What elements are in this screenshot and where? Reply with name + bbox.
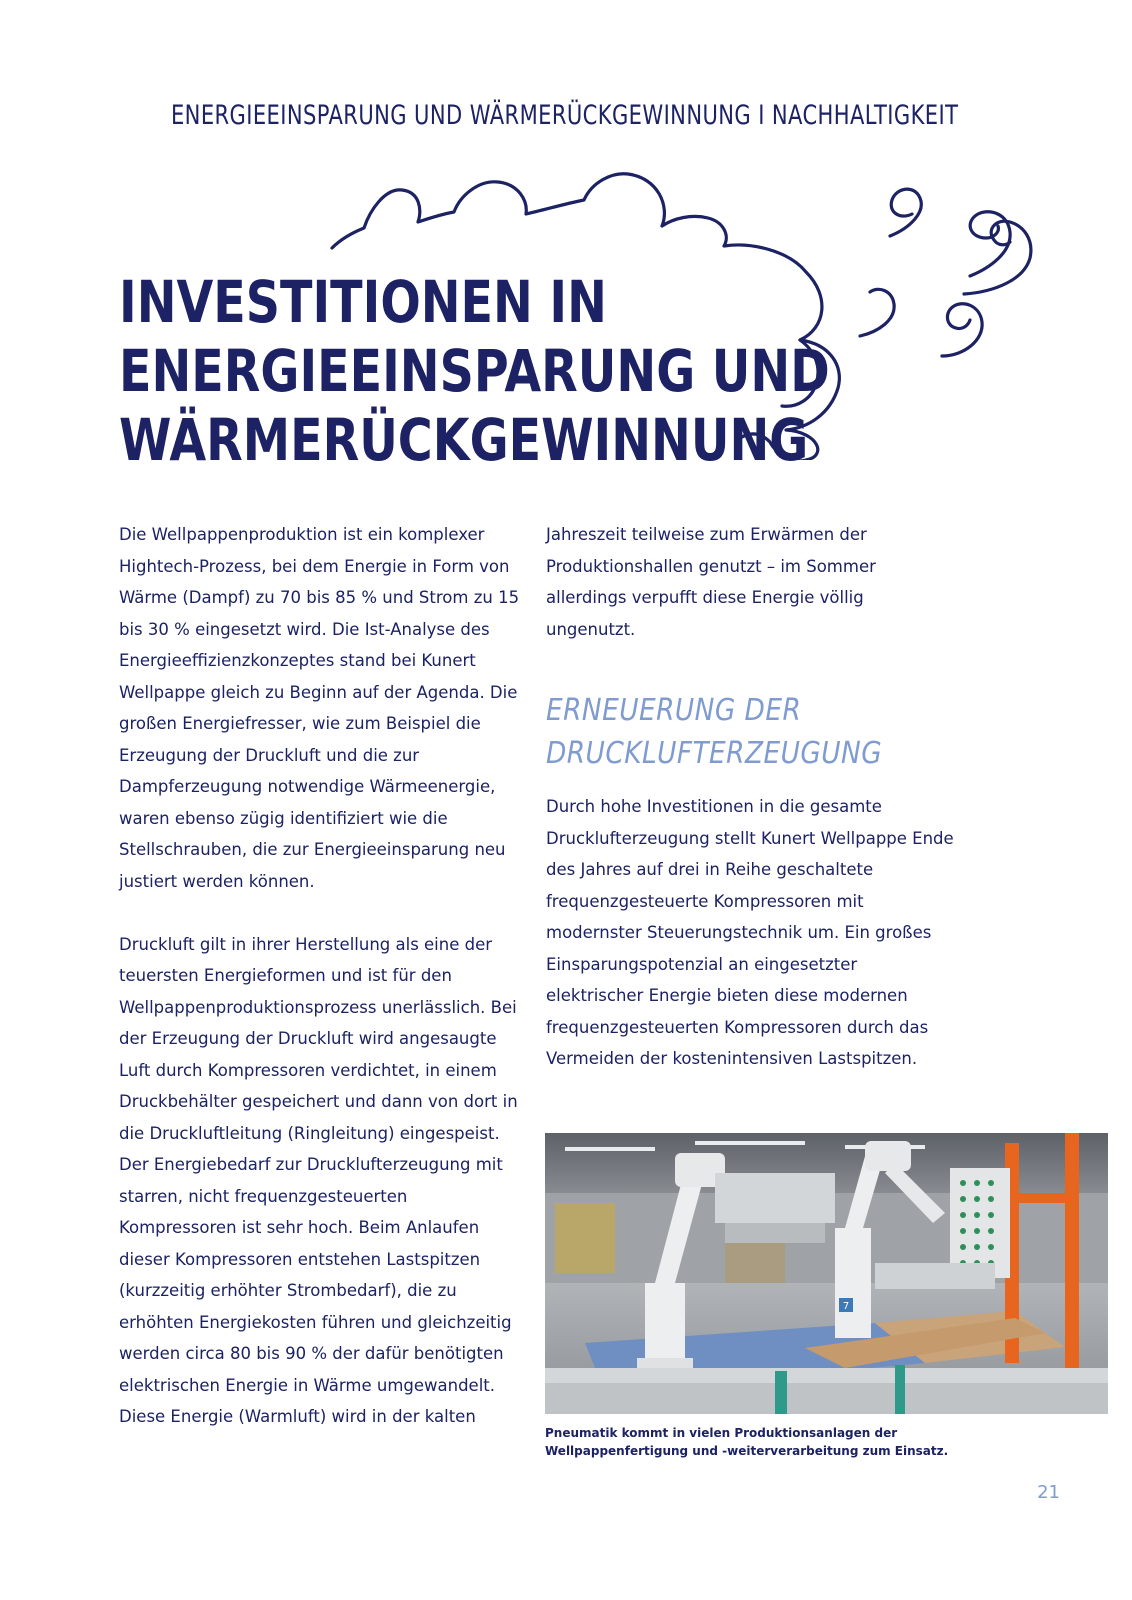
caption-line: Wellpappenfertigung und -weiterverarbeitung zum Einsatz. — [545, 1444, 949, 1458]
body-paragraph: Druckluft gilt in ihrer Herstellung als eine der teuersten Energieformen und ist für den Wellpappenproduktionsprozess unerlässlich. Bei der Erzeugung der Druckluft wird angesaugte Luft durch Kompressoren verdichtet, in einem Druckbehälter gespeichert und dann von dort in die Druckluftleitung (Ringleitung) eingespeist. Der Energiebedarf zur Drucklufterzeugung mit starren, nicht frequenzgesteuerten Kompressoren ist sehr hoch. Beim Anlaufen dieser Kompressoren entstehen Lastspitzen (kurzzeitig erhöhter Strombedarf), die zu erhöhten Energiekosten führen und gleichzeitig werden circa 80 bis 90 % der dafür benötigten elektrischen Energie in Wärme umgewandelt. Diese Energie (Warmluft) wird in der kalten — [119, 934, 518, 1426]
body-paragraph: Durch hohe Investitionen in die gesamte Drucklufterzeugung stellt Kunert Wellpappe Ende des Jahres auf drei in Reihe geschaltete frequenzgesteuerte Kompressoren mit modernster Steuerungstechnik um. Ein großes Einsparungspotenzial an eingesetzter elektrischer Energie bieten diese modernen frequenzgesteuerten Kompressoren durch das Vermeiden der kostenintensiven Lastspitzen. — [546, 797, 954, 1068]
body-paragraph: Die Wellpappenproduktion ist ein komplexer Hightech-Prozess, bei dem Energie in Form von Wärme (Dampf) zu 70 bis 85 % und Strom zu 15 bis 30 % eingesetzt wird. Die Ist-Analyse des Energieeffizienzkonzeptes stand bei Kunert Wellpappe gleich zu Beginn auf der Agenda. Die großen Energiefresser, wie zum Beispiel die Erzeugung der Druckluft und die zur Dampferzeugung notwendige Wärmeenergie, waren ebenso zügig identifiziert wie die Stellschrauben, die zur Energieeinsparung neu justiert werden können. — [119, 525, 520, 891]
photo-caption — [545, 1424, 1108, 1460]
subheading-line: ERNEUERUNG DER — [546, 693, 802, 728]
robot-marker-right: 7 — [842, 1301, 850, 1312]
production-robot-photo — [545, 1133, 1108, 1414]
left-column — [119, 519, 529, 1433]
body-paragraph: Jahreszeit teilweise zum Erwärmen der Produktionshallen genutzt – im Sommer allerdings verpufft diese Energie völlig ungenutzt. — [546, 525, 876, 639]
title-line: ENERGIEEINSPARUNG UND — [119, 337, 830, 405]
page-title — [119, 268, 830, 475]
section-header: ENERGIEEINSPARUNG UND WÄRMERÜCKGEWINNUNG I NACHHALTIGKEIT — [170, 100, 959, 131]
right-column — [546, 519, 956, 1075]
title-line: INVESTITIONEN IN — [119, 268, 607, 336]
section-subheading — [546, 689, 907, 775]
title-line: WÄRMERÜCKGEWINNUNG — [119, 406, 809, 474]
caption-line: Pneumatik kommt in vielen Produktionsanlagen der — [545, 1426, 898, 1440]
subheading-line: DRUCKLUFTERZEUGUNG — [546, 736, 883, 771]
page-number: 21 — [1037, 1482, 1060, 1503]
